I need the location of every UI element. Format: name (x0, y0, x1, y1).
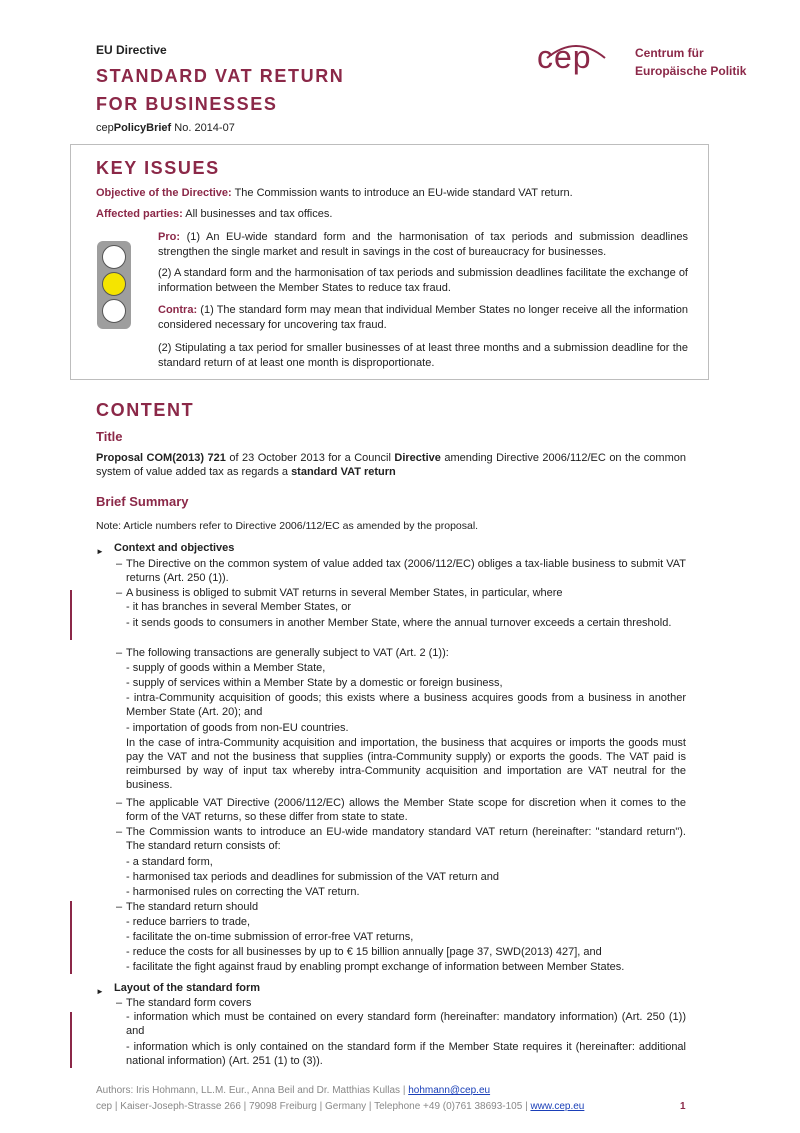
dash: – (116, 587, 123, 599)
context-item-6b: - facilitate the on-time submission of error-free VAT returns, (126, 931, 414, 943)
content-heading: CONTENT (96, 400, 195, 420)
context-item-4: The applicable VAT Directive (2006/112/EC) allows the Member State scope for discretion when it comes to the form of the VAT returns, so these differ from state to state. (126, 797, 686, 823)
article-note: Note: Article numbers refer to Directive 2006/112/EC as amended by the proposal. (96, 520, 479, 532)
affected-parties-line (96, 207, 332, 221)
proposal-t1: of 23 October 2013 for a Council (225, 452, 395, 464)
pro-label: Pro: (158, 231, 180, 243)
context-item-2: A business is obliged to submit VAT returns in several Member States, in particular, where (126, 587, 563, 599)
brief-bold: PolicyBrief (113, 122, 172, 134)
affected-text: All businesses and tax offices. (182, 208, 333, 220)
proposal-text (96, 451, 686, 479)
dash: – (116, 826, 123, 838)
objective-text: The Commission wants to introduce an EU-wide standard VAT return. (231, 187, 573, 199)
context-item-3a: - supply of goods within a Member State, (126, 662, 326, 674)
traffic-lamp-bottom (102, 299, 126, 323)
context-item-3: The following transactions are generally subject to VAT (Art. 2 (1)): (126, 647, 449, 659)
page-number: 1 (680, 1101, 686, 1112)
context-item-6d: - facilitate the fight against fraud by enabling prompt exchange of information between Member States. (126, 961, 625, 973)
document-title-line-1: STANDARD VAT RETURN (96, 66, 345, 86)
margin-marker (70, 901, 72, 974)
bullet-arrow-icon: ► (96, 547, 104, 556)
contra-1 (158, 303, 688, 333)
traffic-lamp-top (102, 245, 126, 269)
dash: – (116, 901, 123, 913)
logo-text-line-2: Europäische Politik (635, 64, 747, 78)
logo-mark: cep (537, 39, 592, 75)
context-item-6c: - reduce the costs for all businesses by up to € 15 billion annually [page 37, SWD(2013) 427], and (126, 946, 602, 958)
proposal-t2: amending Directive 2006/112/EC on the common system of value added tax as regards a (96, 452, 686, 478)
context-item-6: The standard return should (126, 901, 259, 913)
policy-brief-number (96, 121, 235, 135)
authors-text: Authors: Iris Hohmann, LL.M. Eur., Anna Beil and Dr. Matthias Kullas | (96, 1085, 409, 1096)
margin-marker (70, 590, 72, 640)
bullet-arrow-icon: ► (96, 987, 104, 996)
layout-item-1b: - information which is only contained on the standard form if the Member State requires it (hereinafter: additional national information) (Art. 251 (1) to (3)). (126, 1041, 686, 1067)
proposal-subject: standard VAT return (291, 466, 396, 478)
objective-line (96, 186, 573, 200)
traffic-lamp-middle-yellow (102, 272, 126, 296)
traffic-light-icon (97, 241, 131, 329)
footer-address (96, 1100, 584, 1114)
context-item-6a: - reduce barriers to trade, (126, 916, 251, 928)
dash: – (116, 797, 123, 809)
key-issues-title: KEY ISSUES (96, 158, 220, 178)
document-title-line-2: FOR BUSINESSES (96, 94, 278, 114)
context-item-3c: - intra-Community acquisition of goods; this exists where a business acquires goods from a business in another Member State (Art. 20); and (126, 692, 686, 718)
cep-logo (537, 38, 757, 86)
proposal-ref: Proposal COM(2013) 721 (96, 452, 226, 464)
layout-item-1a: - information which must be contained on every standard form (hereinafter: mandatory information) (Art. 250 (1)) and (126, 1011, 686, 1037)
context-item-1: The Directive on the common system of value added tax (2006/112/EC) obliges a tax-liable business to submit VAT returns (Art. 250 (1)). (126, 558, 686, 584)
contra-1-text: (1) The standard form may mean that individual Member States no longer receive all the information considered necessary for uncovering tax fraud. (158, 304, 688, 331)
key-issues-box (70, 144, 709, 380)
affected-label: Affected parties: (96, 208, 183, 220)
context-heading: Context and objectives (114, 542, 235, 554)
layout-heading: Layout of the standard form (114, 982, 261, 994)
context-item-3b: - supply of services within a Member State by a domestic or foreign business, (126, 677, 503, 689)
context-item-2a: - it has branches in several Member States, or (126, 601, 351, 613)
pro-1 (158, 230, 688, 260)
contra-label: Contra: (158, 304, 198, 316)
contra-2: (2) Stipulating a tax period for smaller businesses of at least three months and a submission deadline for the standard return of at least one month is disproportionate. (158, 342, 688, 369)
website-link[interactable]: www.cep.eu (530, 1101, 585, 1112)
brief-prefix: cep (96, 122, 114, 134)
brief-number: No. 2014-07 (171, 122, 235, 134)
context-item-5c: - harmonised rules on correcting the VAT return. (126, 886, 360, 898)
pro-1-text: (1) An EU-wide standard form and the harmonisation of tax periods and submission deadlines strengthen the single market and result in savings in the cost of bureaucracy for businesses. (158, 231, 688, 258)
dash: – (116, 558, 123, 570)
layout-item-1: The standard form covers (126, 997, 252, 1009)
objective-label: Objective of the Directive: (96, 187, 232, 199)
document-category: EU Directive (96, 43, 167, 57)
pro-2: (2) A standard form and the harmonisation of tax periods and submission deadlines facilitate the exchange of information between the Member States to reduce tax fraud. (158, 267, 688, 294)
context-item-3d: - importation of goods from non-EU countries. (126, 722, 349, 734)
context-item-2b: - it sends goods to consumers in another Member State, where the annual turnover exceeds a certain threshold. (126, 617, 672, 629)
proposal-directive: Directive (394, 452, 441, 464)
context-item-5b: - harmonised tax periods and deadlines for submission of the VAT return and (126, 871, 499, 883)
context-item-5a: - a standard form, (126, 856, 213, 868)
brief-summary-heading: Brief Summary (96, 494, 189, 509)
address-text: cep | Kaiser-Joseph-Strasse 266 | 79098 Freiburg | Germany | Telephone +49 (0)761 38693-105 | (96, 1101, 531, 1112)
footer-authors (96, 1084, 490, 1098)
context-item-3e: In the case of intra-Community acquisition and importation, the business that acquires or imports the goods must pay the VAT and not the business that supplies (intra-Community supply) or exports the goods. The VAT paid is reimbursed by way of input tax whereby intra-Community acquisition and importation are VAT neutral for the business. (126, 737, 686, 791)
dash: – (116, 997, 123, 1009)
author-email-link[interactable]: hohmann@cep.eu (408, 1085, 491, 1096)
logo-text-line-1: Centrum für (635, 46, 704, 60)
margin-marker (70, 1012, 72, 1068)
context-item-5: The Commission wants to introduce an EU-wide mandatory standard VAT return (hereinafter: "standard return"). The standard return consists of: (126, 826, 686, 852)
title-subheading: Title (96, 429, 123, 444)
dash: – (116, 647, 123, 659)
